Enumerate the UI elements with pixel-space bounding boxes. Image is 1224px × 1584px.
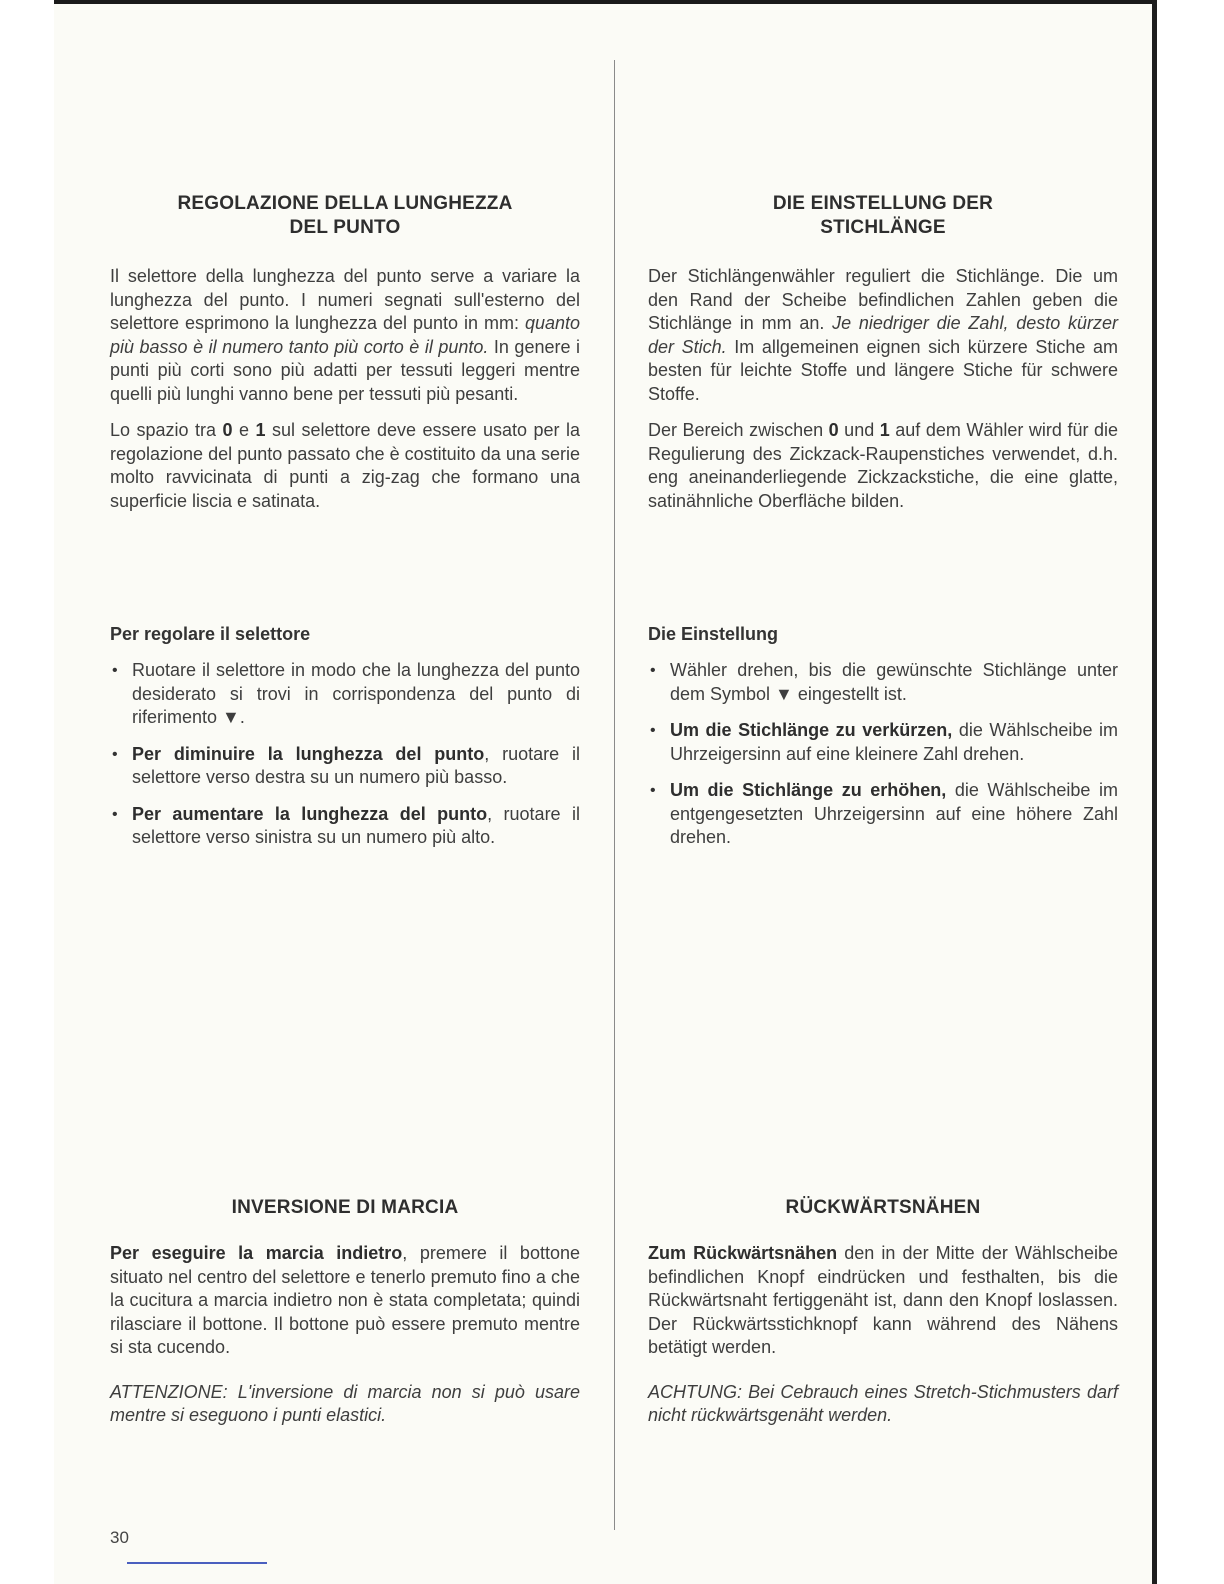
- left-stitch-length-paragraph-2: Lo spazio tra 0 e 1 sul selettore deve essere usato per la regolazione del punto passato che è costituito da una serie molto ravvicinata di punti a zig-zag che formano una superficie liscia e satinata.: [110, 420, 581, 511]
- list-item: • Wähler drehen, bis die gewünschte Stichlänge unter dem Symbol ▼ eingestellt ist.: [650, 660, 1118, 704]
- right-reverse-title: RÜCKWÄRTSNÄHEN: [785, 1197, 981, 1218]
- left-adjust-heading: Per regolare il selettore: [110, 624, 311, 644]
- right-reverse-paragraph: Zum Rückwärtsnähen den in der Mitte der Wählscheibe befindlichen Knopf eindrücken und festhalten, bis die Rückwärtsnaht fertiggenäht ist, dann den Knopf loslassen. Der Rückwärtsstichknopf kann während des Nähens betätigt werden.: [648, 1243, 1118, 1357]
- right-adjust-list: [648, 659, 1118, 850]
- left-stitch-length-section: [110, 192, 580, 526]
- left-adjust-list: [110, 659, 580, 850]
- list-item: • Um die Stichlänge zu erhöhen, die Wählscheibe im entgengesetzten Uhrzeigersinn auf eine höhere Zahl drehen.: [650, 780, 1118, 847]
- page-number: 30: [110, 1528, 129, 1547]
- list-item: • Per diminuire la lunghezza del punto, ruotare il selettore verso destra su un numero più basso.: [112, 743, 580, 787]
- left-reverse-note: ATTENZIONE: L'inversione di marcia non si può usare mentre si eseguono i punti elastici.: [110, 1381, 580, 1425]
- page-edge-shadow: [1152, 0, 1157, 1584]
- right-adjust-section: [648, 622, 1118, 863]
- right-stitch-length-title: DIE EINSTELLUNG DER STICHLÄNGE: [772, 193, 994, 238]
- list-item: • Um die Stichlänge zu verkürzen, die Wählscheibe im Uhrzeigersinn auf eine kleinere Zahl drehen.: [650, 720, 1118, 764]
- list-item: • Ruotare il selettore in modo che la lunghezza del punto desiderato si trovi in corrispondenza del punto di riferimento ▼.: [112, 660, 580, 727]
- list-item: • Per aumentare la lunghezza del punto, ruotare il selettore verso sinistra su un numero più alto.: [112, 803, 580, 847]
- left-reverse-title: INVERSIONE DI MARCIA: [231, 1197, 459, 1218]
- link-underline[interactable]: [127, 1562, 267, 1564]
- left-stitch-length-paragraph-1: Il selettore della lunghezza del punto serve a variare la lunghezza del punto. I numeri segnati sull'esterno del selettore esprimono la lunghezza del punto in mm: quanto più basso è il numero tanto più corto è il punto. In genere i punti più corti sono più adatti per tessuti leggeri mentre quelli più lunghi vanno bene per tessuti più pesanti.: [110, 266, 580, 404]
- left-adjust-section: [110, 622, 580, 863]
- left-reverse-paragraph: Per eseguire la marcia indietro, premere il bottone situato nel centro del selettore e tenerlo premuto fino a che la cucitura a marcia indietro non è stata completata; quindi rilasciare il bottone. Il bottone può essere premuto mentre si sta cucendo.: [110, 1243, 580, 1357]
- left-reverse-section: [110, 1196, 580, 1441]
- column-divider: [614, 60, 615, 1530]
- left-stitch-length-title: REGOLAZIONE DELLA LUNGHEZZA DEL PUNTO: [177, 193, 513, 238]
- right-stitch-length-paragraph-1: Der Stichlängenwähler reguliert die Stichlänge. Die um den Rand der Scheibe befindlichen Zahlen geben die Stichlänge in mm an. Je niedriger die Zahl, desto kürzer der Stich. Im allgemeinen eignen sich kürzere Stiche am besten für leichte Stoffe und längere Stiche für schwere Stoffe.: [648, 266, 1118, 404]
- right-adjust-heading: Die Einstellung: [648, 624, 779, 644]
- right-reverse-section: [648, 1196, 1118, 1441]
- right-stitch-length-section: [648, 192, 1118, 526]
- right-stitch-length-paragraph-2: Der Bereich zwischen 0 und 1 auf dem Wähler wird für die Regulierung des Zickzack-Raupenstiches verwendet, d.h. eng aneinanderliegende Zickzackstiche, die eine glatte, satinähnliche Oberfläche bilden.: [648, 420, 1118, 511]
- right-reverse-note: ACHTUNG: Bei Cebrauch eines Stretch-Stichmusters darf nicht rückwärtsgenäht werden.: [648, 1381, 1118, 1425]
